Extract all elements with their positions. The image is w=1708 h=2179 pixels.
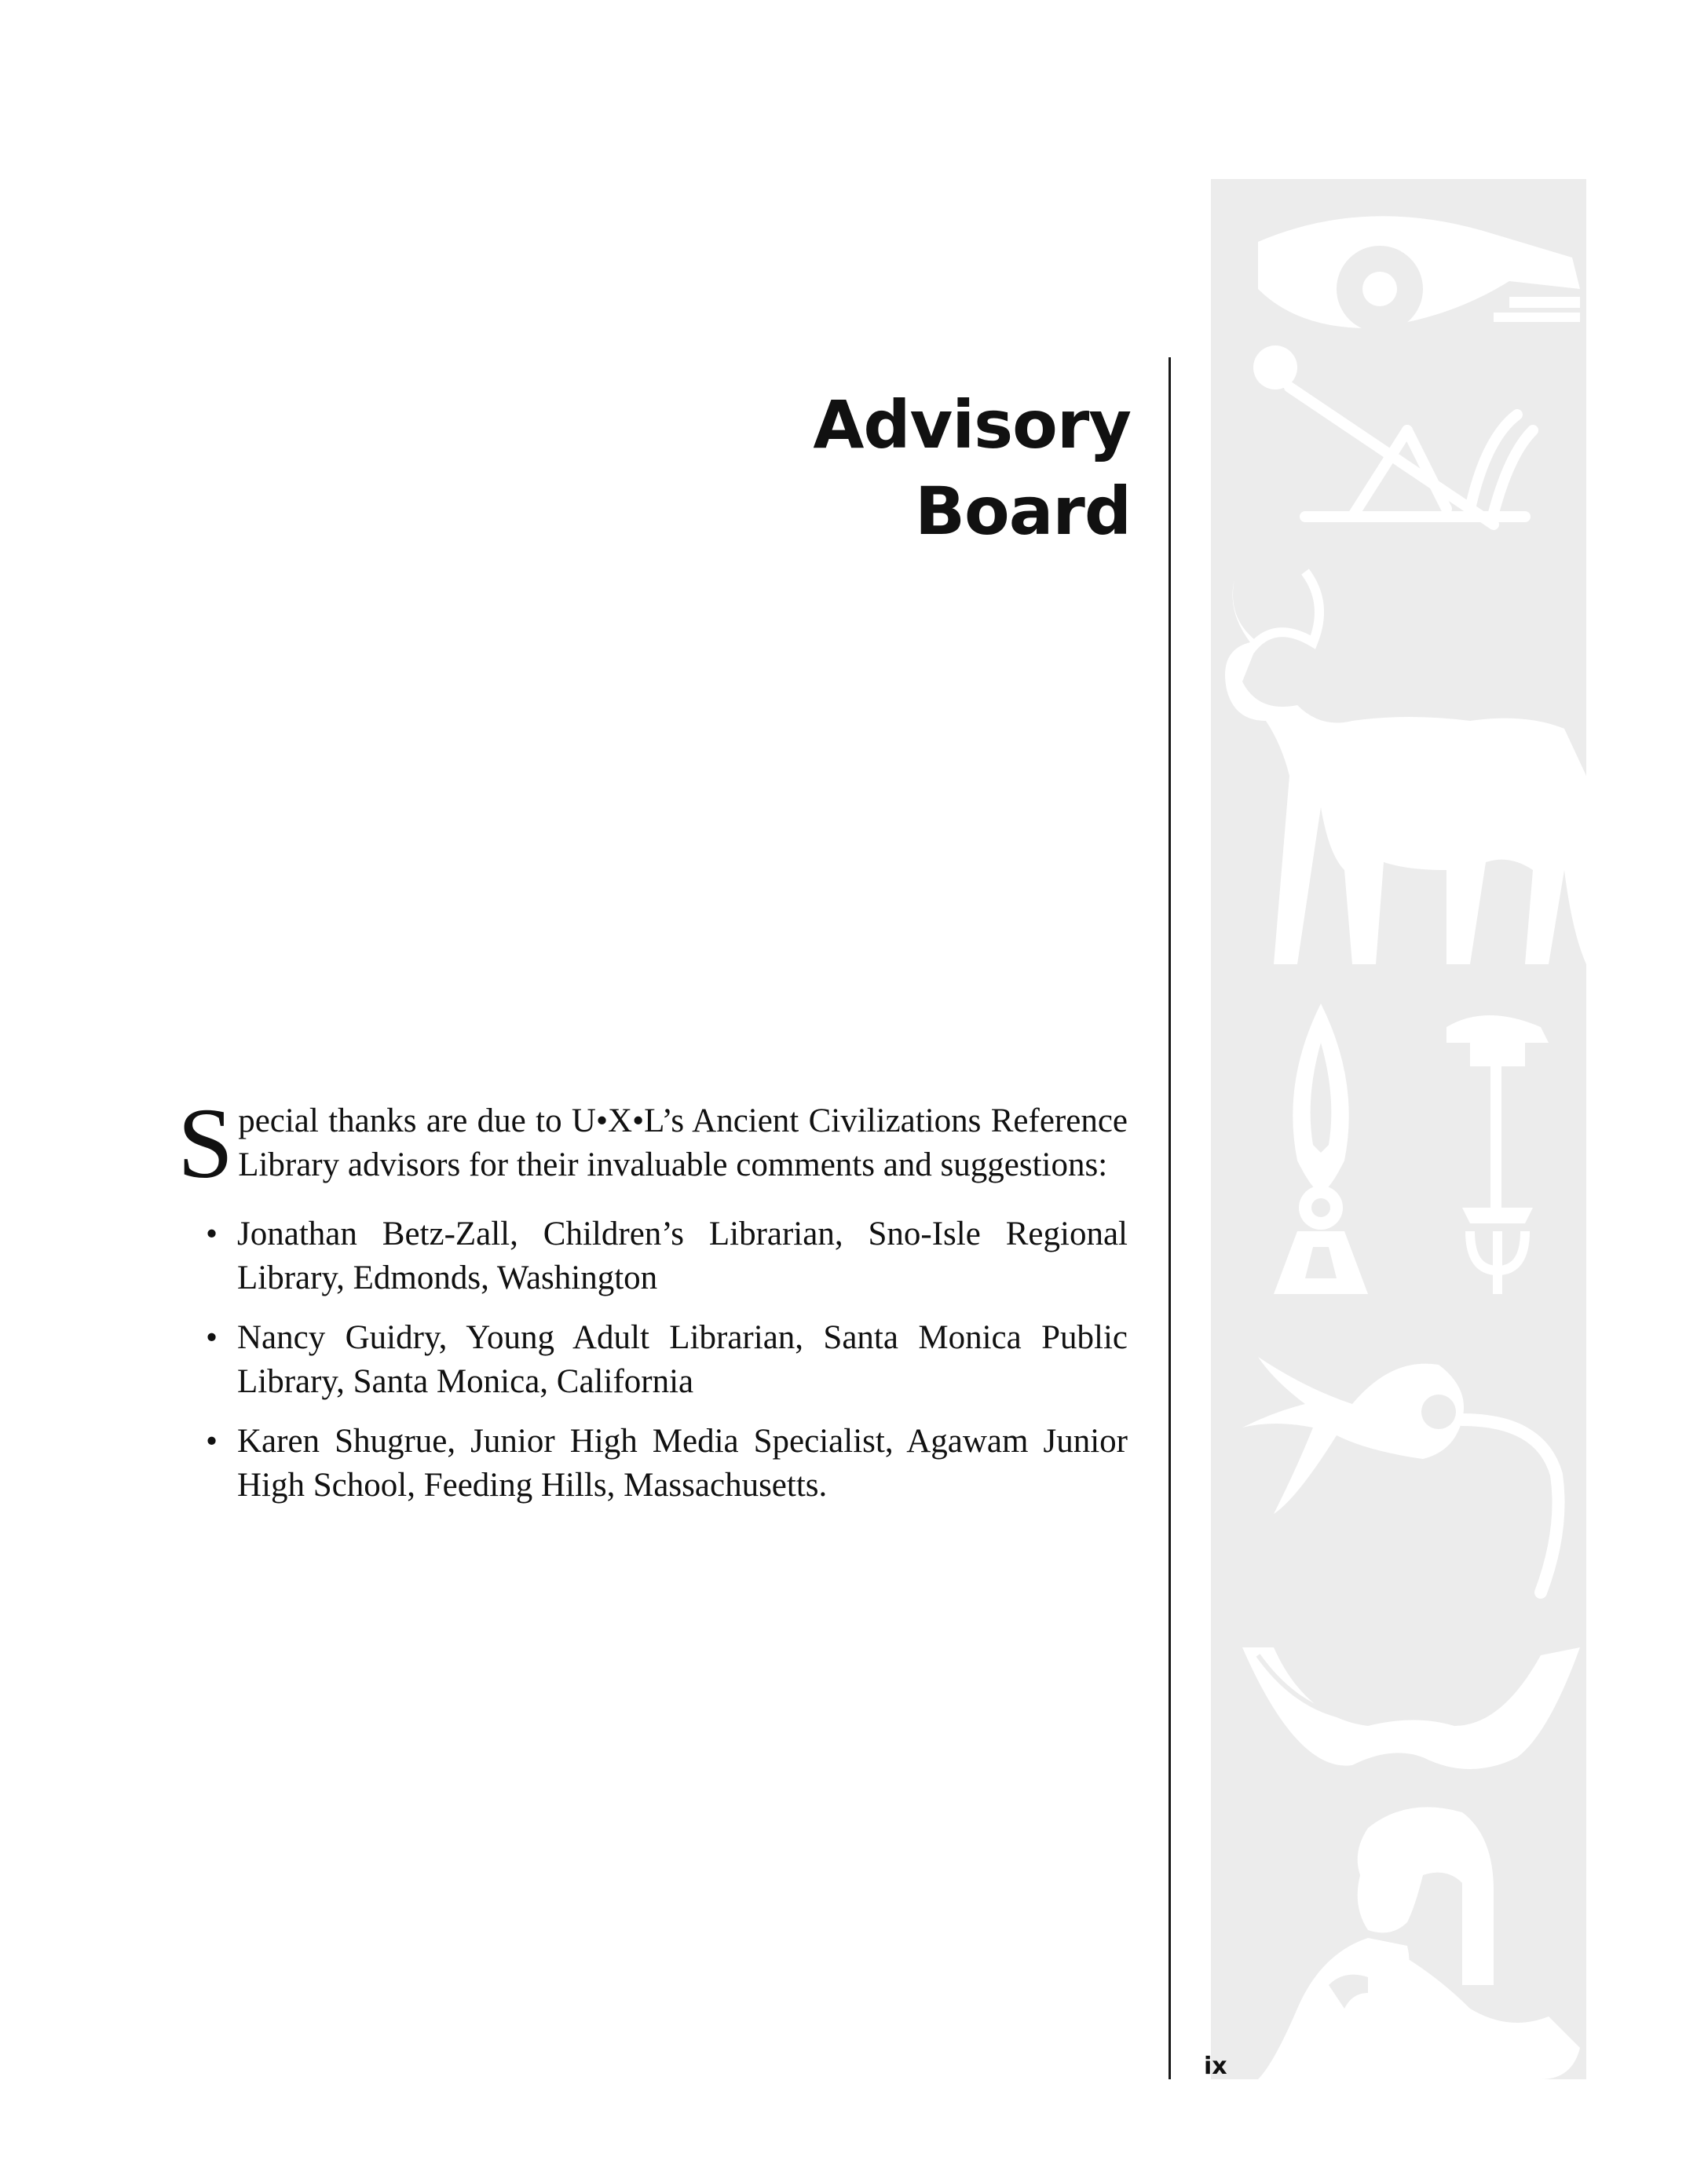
lotus-bud-icon (1274, 1004, 1368, 1294)
advisor-text: Jonathan Betz-Zall, Children’s Librarian, Sno-Isle Regional Library, Edmonds, Washington (237, 1216, 1128, 1296)
intro-text: pecial thanks are due to U•X•L’s Ancient Civilizations Reference Library advisors for their invaluable comments and suggestions: (238, 1102, 1128, 1183)
page-number: ix (1204, 2053, 1227, 2080)
bull-icon (1225, 572, 1586, 964)
advisor-text: Nancy Guidry, Young Adult Librarian, Santa Monica Public Library, Santa Monica, California (237, 1319, 1128, 1400)
hieroglyph-side-panel (1211, 179, 1586, 2079)
standard-icon (1446, 1015, 1549, 1294)
list-item (177, 1212, 1128, 1300)
intro-paragraph (177, 1088, 1128, 1199)
main-content (177, 1088, 1128, 1523)
bullet-icon: • (206, 1319, 218, 1356)
advisor-text: Karen Shugrue, Junior High Media Specialist, Agawam Junior High School, Feeding Hills, Massachusetts. (237, 1423, 1128, 1504)
eye-of-horus-icon (1258, 216, 1580, 332)
list-item (177, 1316, 1128, 1404)
bullet-icon: • (206, 1216, 218, 1252)
list-item (177, 1420, 1128, 1508)
plow-icon (1253, 345, 1533, 525)
bullet-icon: • (206, 1423, 218, 1460)
lotus-flower-icon (1242, 1357, 1559, 1592)
page-title: Advisory Board (813, 386, 1131, 550)
drop-cap: S (177, 1088, 234, 1199)
advisor-list (177, 1212, 1128, 1508)
vertical-divider (1169, 357, 1171, 2079)
boat-icon (1242, 1647, 1580, 1769)
seated-pharaoh-icon (1258, 1807, 1580, 2079)
